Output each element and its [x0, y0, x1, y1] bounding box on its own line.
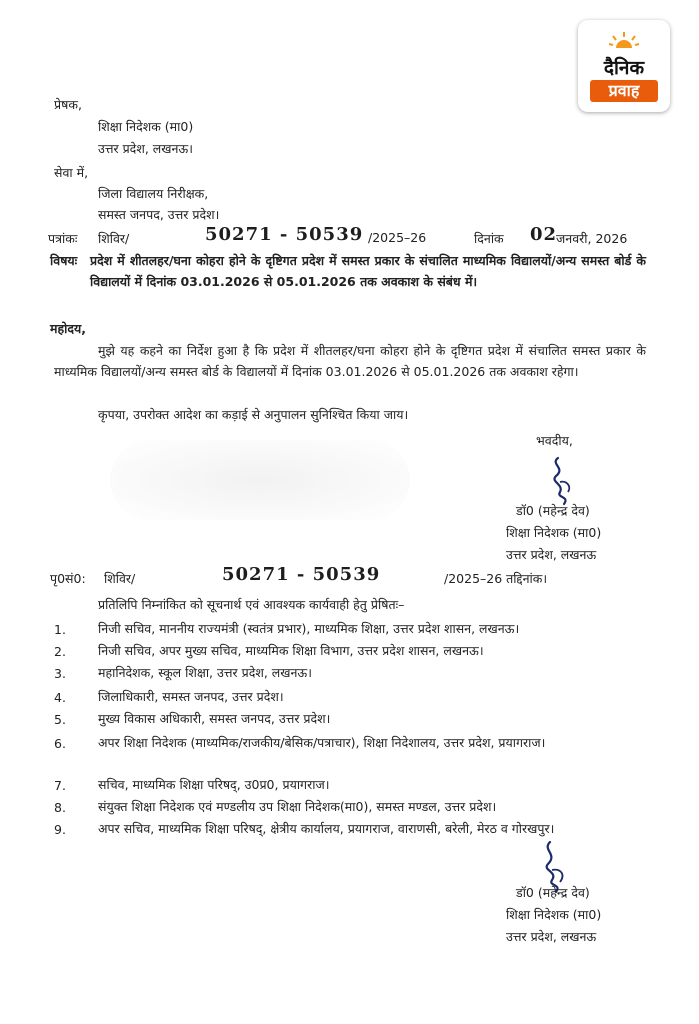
list-item-text: संयुक्त शिक्षा निदेशक एवं मण्डलीय उप शिक्षा निदेशक(मा0), समस्त मण्डल, उत्तर प्रदेश। — [98, 799, 497, 814]
sunrise-icon — [608, 30, 640, 52]
list-item-text: निजी सचिव, माननीय राज्यमंत्री (स्वतंत्र प्रभार), माध्यमिक शिक्षा, उत्तर प्रदेश शासन, लखनऊ। — [98, 621, 520, 636]
closing: भवदीय, — [536, 433, 573, 448]
list-item-number: 9. — [54, 822, 66, 837]
scan-smudge — [110, 440, 410, 520]
signature-1-place: उत्तर प्रदेश, लखनऊ — [506, 547, 597, 562]
list-item-text: अपर सचिव, माध्यमिक शिक्षा परिषद्, क्षेत्रीय कार्यालय, प्रयागराज, वाराणसी, बरेली, मेरठ व गोरखपुर। — [98, 821, 555, 836]
endorsement-label: पृ0सं0: — [50, 571, 86, 586]
ref-date-rest: जनवरी, 2026 — [556, 231, 628, 246]
salutation: महोदय, — [50, 321, 86, 336]
list-item-number: 1. — [54, 622, 66, 637]
body-paragraph-1: मुझे यह कहने का निर्देश हुआ है कि प्रदेश में शीतलहर/घना कोहरा होने के दृष्टिगत प्रदेश में संचालित समस्त प्रकार के माध्यमिक विद्यालयों/अन्य समस्त बोर्ड के विद्यालयों में दिनांक 03.01.2026 से 05.01.2026 तक अवकाश रहेगा। — [54, 343, 646, 379]
subject-text: प्रदेश में शीतलहर/घना कोहरा होने के दृष्टिगत प्रदेश में समस्त प्रकार के संचालित माध्यमिक विद्यालयों/अन्य समस्त बोर्ड के विद्यालयों में दिनांक 03.01.2026 से 05.01.2026 तक अवकाश के संबंध में। — [90, 253, 646, 289]
signature-1-title: शिक्षा निदेशक (मा0) — [506, 525, 602, 540]
list-item-number: 7. — [54, 778, 66, 793]
recipient-line2: समस्त जनपद, उत्तर प्रदेश। — [98, 207, 220, 222]
ref-year: /2025–26 — [368, 230, 427, 245]
logo-text-bottom: प्रवाह — [590, 80, 658, 102]
ref-office: शिविर/ — [98, 231, 130, 246]
list-item-number: 3. — [54, 666, 66, 681]
body-paragraph-2: कृपया, उपरोक्त आदेश का कड़ाई से अनुपालन सुनिश्चित किया जाय। — [98, 407, 409, 422]
ref-number-handwritten: 50271 - 50539 — [205, 224, 364, 245]
list-item-text: जिलाधिकारी, समस्त जनपद, उत्तर प्रदेश। — [98, 689, 284, 704]
logo-text-top: दैनिक — [603, 57, 645, 79]
list-item-text: अपर शिक्षा निदेशक (माध्यमिक/राजकीय/बेसिक/पत्राचार), शिक्षा निदेशालय, उत्तर प्रदेश, प्रयागराज। — [98, 735, 546, 750]
recipient-label: सेवा में, — [54, 165, 89, 180]
subject-label: विषयः — [50, 253, 78, 268]
signature-1-mark — [540, 452, 580, 508]
signature-2-place: उत्तर प्रदेश, लखनऊ — [506, 929, 597, 944]
endorsement-intro: प्रतिलिपि निम्नांकित को सूचनार्थ एवं आवश्यक कार्यवाही हेतु प्रेषितः– — [98, 597, 405, 612]
sender-line2: उत्तर प्रदेश, लखनऊ। — [98, 141, 193, 156]
endorsement-office: शिविर/ — [104, 571, 136, 586]
list-item-text: सचिव, माध्यमिक शिक्षा परिषद्, उ0प्र0, प्रयागराज। — [98, 777, 330, 792]
endorsement-number-handwritten: 50271 - 50539 — [222, 564, 381, 585]
recipient-line1: जिला विद्यालय निरीक्षक, — [98, 186, 209, 201]
ref-date-handwritten: 02 — [530, 224, 558, 245]
ref-date-label: दिनांक — [474, 231, 504, 246]
list-item-text: महानिदेशक, स्कूल शिक्षा, उत्तर प्रदेश, लखनऊ। — [98, 665, 312, 680]
signature-1-name: डॉ0 (महेन्द्र देव) — [516, 503, 590, 518]
signature-2-name: डॉ0 (महेन्द्र देव) — [516, 885, 590, 900]
newspaper-logo — [578, 20, 670, 112]
list-item-number: 5. — [54, 712, 66, 727]
list-item-number: 8. — [54, 800, 66, 815]
list-item-number: 4. — [54, 690, 66, 705]
list-item-number: 2. — [54, 644, 66, 659]
endorsement-year: /2025–26 तद्दिनांक। — [444, 571, 548, 586]
list-item-text: निजी सचिव, अपर मुख्य सचिव, माध्यमिक शिक्षा विभाग, उत्तर प्रदेश शासन, लखनऊ। — [98, 643, 484, 658]
ref-label: पत्रांकः — [48, 231, 78, 246]
sender-label: प्रेषक, — [54, 97, 82, 112]
list-item-number: 6. — [54, 736, 66, 751]
sender-line1: शिक्षा निदेशक (मा0) — [98, 119, 194, 134]
signature-2-title: शिक्षा निदेशक (मा0) — [506, 907, 602, 922]
list-item-text: मुख्य विकास अधिकारी, समस्त जनपद, उत्तर प्रदेश। — [98, 711, 331, 726]
